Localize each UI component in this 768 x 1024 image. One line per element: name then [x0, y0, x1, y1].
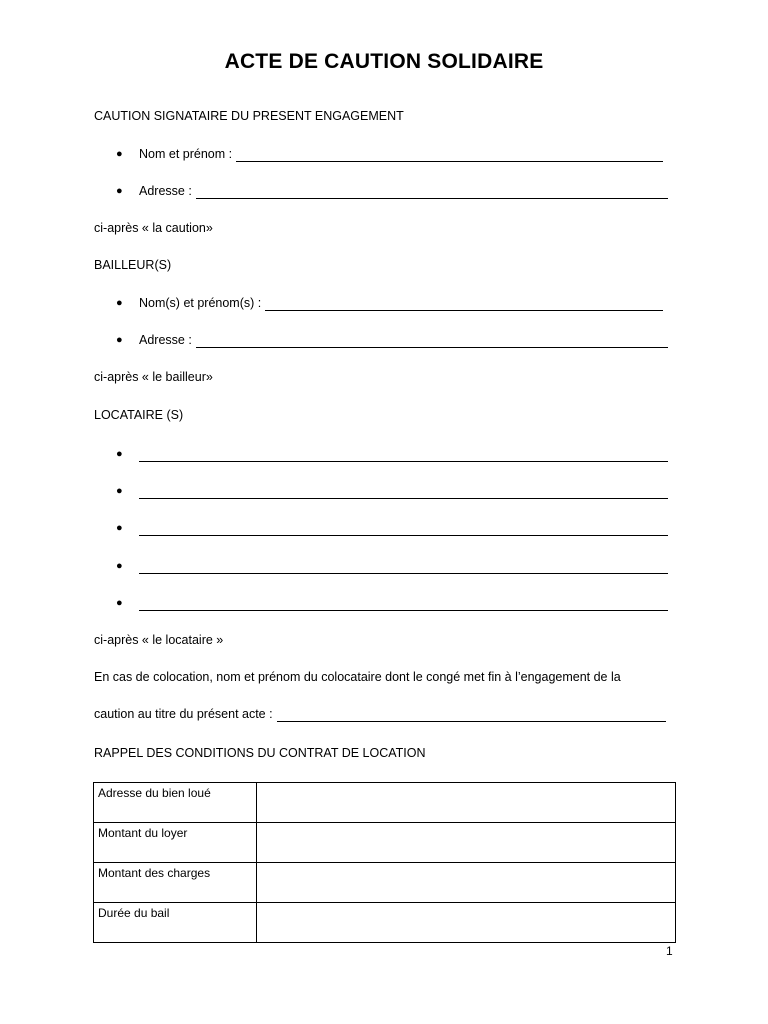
field-label: Adresse : — [139, 333, 192, 347]
bullet-icon: ● — [116, 485, 123, 497]
blank-line[interactable] — [265, 298, 663, 311]
blank-line[interactable] — [196, 335, 668, 348]
field-label: Nom(s) et prénom(s) : — [139, 296, 262, 310]
blank-line[interactable] — [139, 598, 668, 611]
bullet-icon: ● — [116, 297, 123, 309]
table-row — [94, 903, 676, 943]
caution-name-field[interactable] — [116, 146, 663, 162]
table-value-cell[interactable] — [257, 903, 676, 943]
blank-line[interactable] — [139, 449, 668, 462]
locataire-line[interactable] — [116, 446, 668, 462]
bullet-icon: ● — [116, 334, 123, 346]
locataire-designation: ci-après « le locataire » — [94, 633, 224, 647]
table-row — [94, 823, 676, 863]
field-label: caution au titre du présent acte : — [94, 707, 273, 721]
locataire-heading: LOCATAIRE (S) — [94, 408, 184, 422]
conditions-table — [93, 782, 676, 943]
field-label: Nom et prénom : — [139, 147, 233, 161]
locataire-line[interactable] — [116, 558, 668, 574]
bullet-icon: ● — [116, 185, 123, 197]
bullet-icon: ● — [116, 560, 123, 572]
table-label-cell: Montant des charges — [94, 863, 257, 903]
bullet-icon: ● — [116, 148, 123, 160]
bullet-icon: ● — [116, 448, 123, 460]
bailleur-heading: BAILLEUR(S) — [94, 258, 172, 272]
blank-line[interactable] — [236, 149, 663, 162]
bailleur-designation: ci-après « le bailleur» — [94, 370, 213, 384]
blank-line[interactable] — [139, 486, 668, 499]
blank-line[interactable] — [277, 709, 666, 722]
bailleur-address-field[interactable] — [116, 332, 668, 348]
caution-heading: CAUTION SIGNATAIRE DU PRESENT ENGAGEMENT — [94, 109, 404, 123]
blank-line[interactable] — [139, 561, 668, 574]
bullet-icon: ● — [116, 597, 123, 609]
colocation-field[interactable] — [94, 706, 666, 722]
table-label-cell: Montant du loyer — [94, 823, 257, 863]
table-label-cell: Durée du bail — [94, 903, 257, 943]
blank-line[interactable] — [196, 186, 668, 199]
locataire-line[interactable] — [116, 595, 668, 611]
conditions-heading: RAPPEL DES CONDITIONS DU CONTRAT DE LOCATION — [94, 746, 426, 760]
table-label-cell: Adresse du bien loué — [94, 783, 257, 823]
table-row — [94, 863, 676, 903]
colocation-text: En cas de colocation, nom et prénom du colocataire dont le congé met fin à l’engagement de la — [94, 670, 621, 684]
table-value-cell[interactable] — [257, 823, 676, 863]
table-value-cell[interactable] — [257, 783, 676, 823]
table-row — [94, 783, 676, 823]
bailleur-name-field[interactable] — [116, 295, 663, 311]
caution-designation: ci-après « la caution» — [94, 221, 213, 235]
table-value-cell[interactable] — [257, 863, 676, 903]
field-label: Adresse : — [139, 184, 192, 198]
document-title: ACTE DE CAUTION SOLIDAIRE — [224, 50, 544, 73]
locataire-line[interactable] — [116, 520, 668, 536]
locataire-line[interactable] — [116, 483, 668, 499]
caution-address-field[interactable] — [116, 183, 668, 199]
bullet-icon: ● — [116, 522, 123, 534]
page-number: 1 — [666, 944, 673, 958]
blank-line[interactable] — [139, 523, 668, 536]
